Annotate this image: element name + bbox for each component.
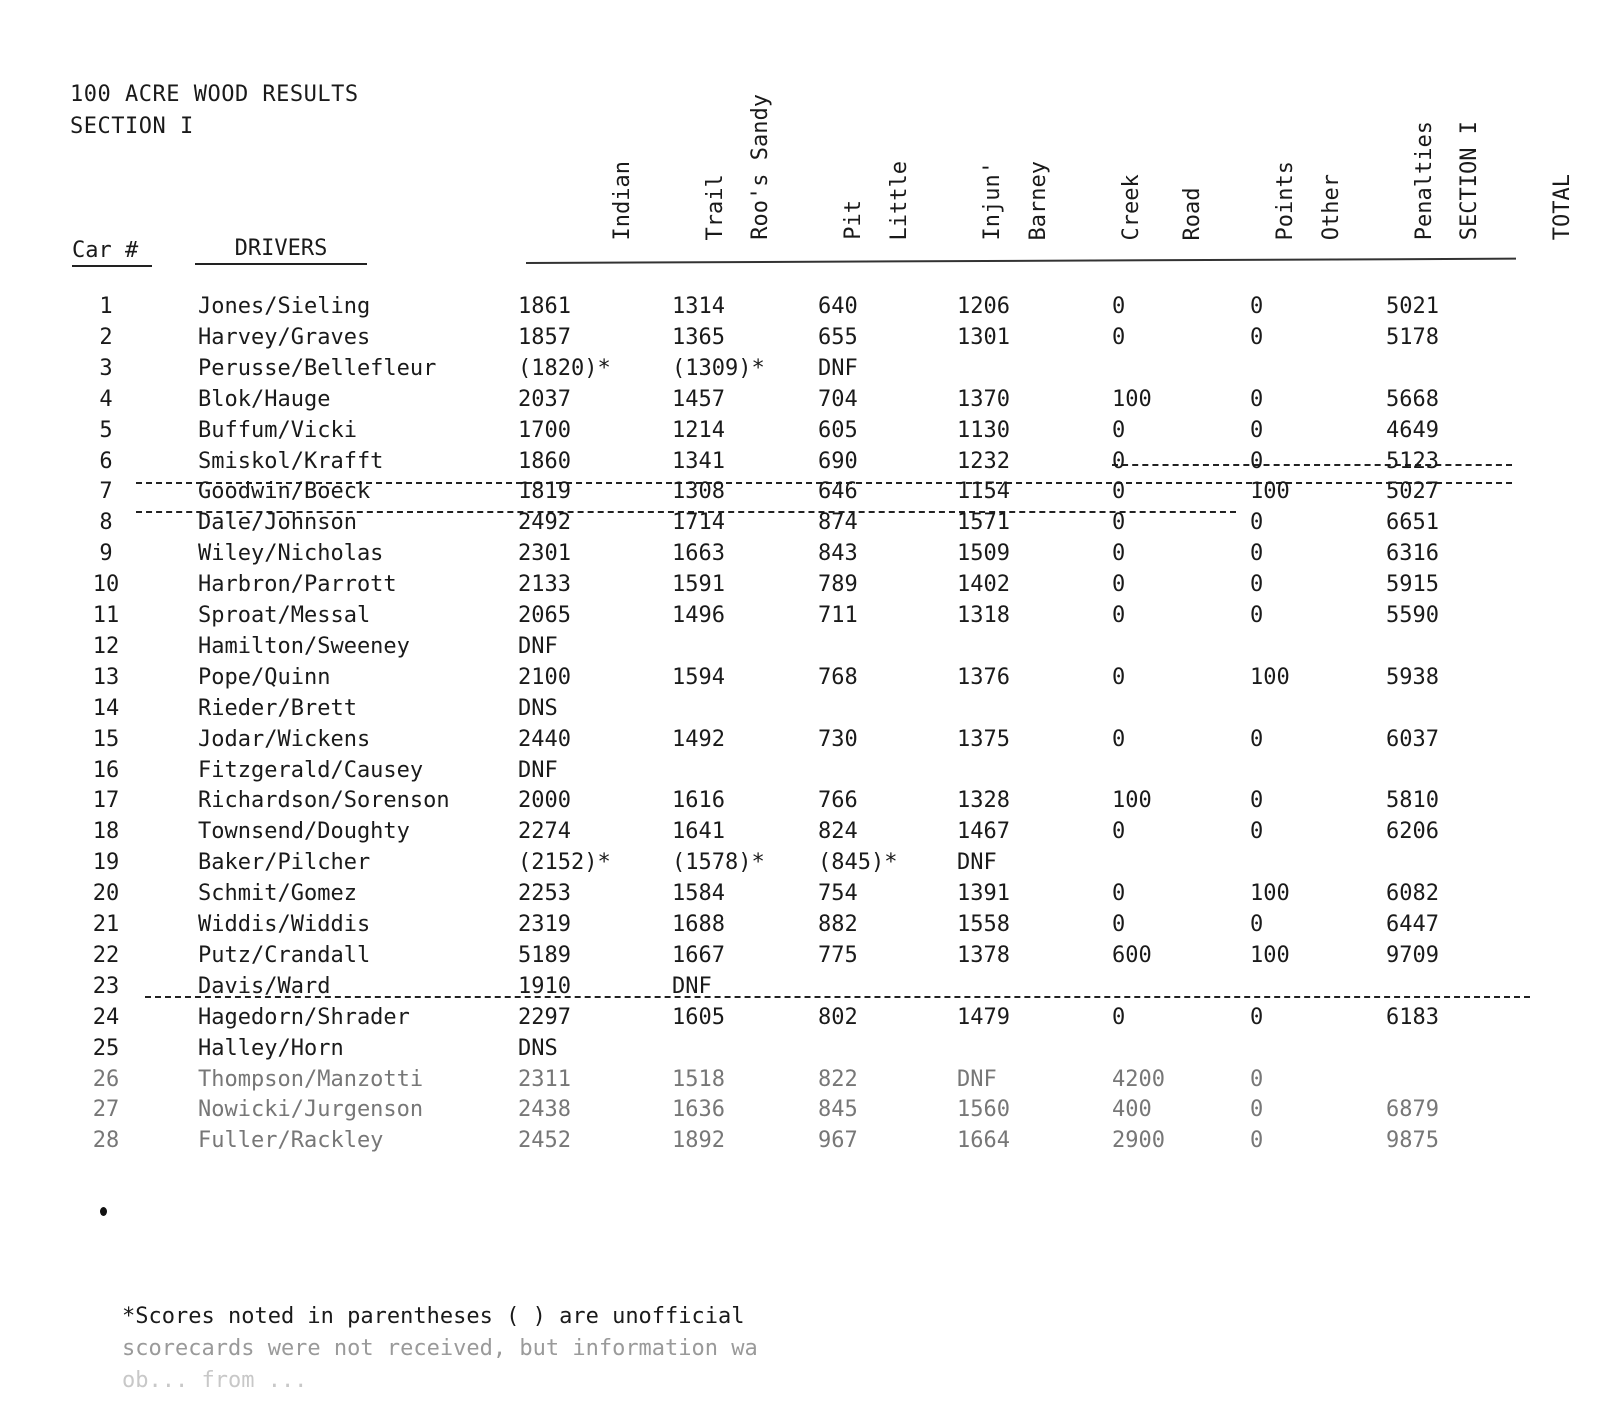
roos-sandy-pit-cell: 1341 <box>672 448 725 474</box>
barney-creek-cell: 1206 <box>957 294 1010 319</box>
roos-sandy-pit-cell: 1636 <box>672 1097 725 1123</box>
roos-sandy-pit-cell: 1365 <box>672 324 725 350</box>
title-line-1: 100 ACRE WOOD RESULTS <box>70 82 359 107</box>
table-row <box>0 634 1600 664</box>
other-penalties-cell: 0 <box>1250 324 1264 350</box>
drivers-cell: Jodar/Wickens <box>198 726 371 752</box>
barney-creek-cell: 1378 <box>957 942 1010 968</box>
road-points-cell: 0 <box>1112 881 1126 907</box>
indian-trail-cell: 2000 <box>518 788 571 814</box>
section-total-cell: 6316 <box>1386 541 1439 567</box>
road-points-cell: 0 <box>1112 603 1126 628</box>
other-penalties-cell: 0 <box>1250 1066 1264 1092</box>
header-section-total-line1: SECTION I <box>1457 120 1482 240</box>
section-total-cell: 5810 <box>1386 788 1439 814</box>
indian-trail-cell: DNS <box>518 695 558 721</box>
roos-sandy-pit-cell: 1892 <box>672 1128 725 1154</box>
drivers-cell: Townsend/Doughty <box>198 819 410 845</box>
road-points-cell: 100 <box>1112 386 1152 412</box>
drivers-cell: Fuller/Rackley <box>198 1128 384 1154</box>
barney-creek-cell: 1571 <box>957 510 1010 536</box>
section-total-cell: 6447 <box>1386 912 1439 937</box>
other-penalties-cell: 0 <box>1250 417 1264 443</box>
table-row <box>0 510 1600 540</box>
car-number-cell: 8 <box>99 510 113 536</box>
table-row <box>0 788 1600 818</box>
header-little-injun-line2: Injun' <box>980 160 1005 240</box>
car-number-cell: 4 <box>99 386 113 412</box>
section-total-cell: 5027 <box>1386 479 1439 505</box>
header-road-points-line1: Road <box>1180 187 1205 240</box>
drivers-cell: Baker/Pilcher <box>198 850 371 876</box>
drivers-cell: Hagedorn/Shrader <box>198 1004 410 1030</box>
drivers-cell: Jones/Sieling <box>198 294 371 319</box>
other-penalties-cell: 0 <box>1250 294 1264 319</box>
little-injun-cell: 789 <box>818 572 858 598</box>
road-points-cell: 0 <box>1112 912 1126 937</box>
car-number-cell: 22 <box>92 942 120 968</box>
other-penalties-cell: 0 <box>1250 386 1264 412</box>
indian-trail-cell: DNF <box>518 757 558 783</box>
drivers-cell: Smiskol/Krafft <box>198 448 384 474</box>
indian-trail-cell: 2440 <box>518 726 571 752</box>
indian-trail-cell: 2133 <box>518 572 571 598</box>
little-injun-cell: 730 <box>818 726 858 752</box>
little-injun-cell: 882 <box>818 912 858 937</box>
car-number-cell: 19 <box>92 850 120 876</box>
drivers-cell: Dale/Johnson <box>198 510 357 536</box>
section-total-cell: 6206 <box>1386 819 1439 845</box>
barney-creek-cell: 1232 <box>957 448 1010 474</box>
header-road-points-line2: Points <box>1273 160 1298 240</box>
road-points-cell: 400 <box>1112 1097 1152 1123</box>
other-penalties-cell: 0 <box>1250 1128 1264 1154</box>
header-roos-sandy-pit-line1: Roo's Sandy <box>748 94 773 240</box>
indian-trail-cell: 2319 <box>518 912 571 937</box>
drivers-cell: Goodwin/Boeck <box>198 479 371 505</box>
indian-trail-cell: 2301 <box>518 541 571 567</box>
indian-trail-cell: 2100 <box>518 664 571 690</box>
other-penalties-cell: 0 <box>1250 912 1264 937</box>
section-total-cell: 6082 <box>1386 881 1439 907</box>
little-injun-cell: 754 <box>818 881 858 907</box>
table-row <box>0 479 1600 509</box>
drivers-cell: Thompson/Manzotti <box>198 1066 424 1092</box>
drivers-cell: Sproat/Messal <box>198 603 371 628</box>
table-row <box>0 356 1600 386</box>
car-number-cell: 15 <box>92 726 120 752</box>
car-number-cell: 2 <box>99 324 113 350</box>
indian-trail-cell: 1857 <box>518 324 571 350</box>
car-number-cell: 17 <box>92 788 120 814</box>
barney-creek-cell: 1328 <box>957 788 1010 814</box>
little-injun-cell: 646 <box>818 479 858 505</box>
drivers-cell: Halley/Horn <box>198 1035 344 1061</box>
indian-trail-cell: (2152)* <box>518 850 611 876</box>
table-row <box>0 1097 1600 1127</box>
little-injun-cell: 768 <box>818 664 858 690</box>
indian-trail-cell: 1700 <box>518 417 571 443</box>
section-total-cell: 5021 <box>1386 294 1439 319</box>
table-row <box>0 294 1600 324</box>
road-points-cell: 0 <box>1112 417 1126 443</box>
indian-trail-cell: 2037 <box>518 386 571 412</box>
table-row <box>0 912 1600 942</box>
header-drivers: DRIVERS <box>195 236 367 265</box>
little-injun-cell: 843 <box>818 541 858 567</box>
other-penalties-cell: 0 <box>1250 819 1264 845</box>
road-points-cell: 0 <box>1112 479 1126 505</box>
indian-trail-cell: 1819 <box>518 479 571 505</box>
barney-creek-cell: 1664 <box>957 1128 1010 1154</box>
table-row <box>0 572 1600 602</box>
drivers-cell: Rieder/Brett <box>198 695 357 721</box>
section-total-cell: 5915 <box>1386 572 1439 598</box>
car-number-cell: 27 <box>92 1097 120 1123</box>
indian-trail-cell: 2438 <box>518 1097 571 1123</box>
barney-creek-cell: 1402 <box>957 572 1010 598</box>
road-points-cell: 0 <box>1112 572 1126 598</box>
roos-sandy-pit-cell: 1663 <box>672 541 725 567</box>
barney-creek-cell: 1479 <box>957 1004 1010 1030</box>
roos-sandy-pit-cell: 1314 <box>672 294 725 319</box>
indian-trail-cell: 2452 <box>518 1128 571 1154</box>
little-injun-cell: (845)* <box>818 850 898 876</box>
roos-sandy-pit-cell: 1584 <box>672 881 725 907</box>
car-number-cell: 6 <box>99 448 113 474</box>
indian-trail-cell: 1910 <box>518 973 571 999</box>
car-number-cell: 25 <box>92 1035 120 1061</box>
road-points-cell: 0 <box>1112 510 1126 536</box>
title-line-2: SECTION I <box>70 114 194 139</box>
table-row <box>0 943 1600 973</box>
road-points-cell: 600 <box>1112 942 1152 968</box>
little-injun-cell: 967 <box>818 1128 858 1154</box>
section-total-cell: 5178 <box>1386 324 1439 350</box>
roos-sandy-pit-cell: (1309)* <box>672 355 765 381</box>
table-row <box>0 325 1600 355</box>
roos-sandy-pit-cell: 1518 <box>672 1066 725 1092</box>
header-other-penalties-line2: Penalties <box>1412 120 1437 240</box>
little-injun-cell: 874 <box>818 510 858 536</box>
car-number-cell: 14 <box>92 695 120 721</box>
road-points-cell: 2900 <box>1112 1128 1165 1154</box>
roos-sandy-pit-cell: 1641 <box>672 819 725 845</box>
barney-creek-cell: 1391 <box>957 881 1010 907</box>
car-number-cell: 7 <box>99 479 113 505</box>
little-injun-cell: 690 <box>818 448 858 474</box>
roos-sandy-pit-cell: 1594 <box>672 664 725 690</box>
drivers-cell: Schmit/Gomez <box>198 881 357 907</box>
roos-sandy-pit-cell: 1667 <box>672 942 725 968</box>
little-injun-cell: 766 <box>818 788 858 814</box>
car-number-cell: 5 <box>99 417 113 443</box>
car-number-cell: 12 <box>92 633 120 659</box>
drivers-cell: Richardson/Sorenson <box>198 788 450 814</box>
header-section-total <box>1392 121 1600 240</box>
road-points-cell: 100 <box>1112 788 1152 814</box>
roos-sandy-pit-cell: 1496 <box>672 603 725 628</box>
car-number-cell: 28 <box>92 1128 120 1154</box>
indian-trail-cell: (1820)* <box>518 355 611 381</box>
drivers-cell: Blok/Hauge <box>198 386 331 412</box>
roos-sandy-pit-cell: 1492 <box>672 726 725 752</box>
drivers-cell: Buffum/Vicki <box>198 417 357 443</box>
car-number-cell: 13 <box>92 664 120 690</box>
table-row <box>0 881 1600 911</box>
car-number-cell: 21 <box>92 912 120 937</box>
car-number-cell: 3 <box>99 355 113 381</box>
table-row <box>0 696 1600 726</box>
roos-sandy-pit-cell: 1214 <box>672 417 725 443</box>
table-row <box>0 665 1600 695</box>
road-points-cell: 0 <box>1112 1004 1126 1030</box>
barney-creek-cell: DNF <box>957 850 997 876</box>
little-injun-cell: 822 <box>818 1066 858 1092</box>
section-total-cell: 5668 <box>1386 386 1439 412</box>
footnote-line-1: *Scores noted in parentheses ( ) are unofficial <box>122 1304 745 1329</box>
barney-creek-cell: 1509 <box>957 541 1010 567</box>
footnote-line-2: scorecards were not received, but information wa <box>122 1336 758 1361</box>
little-injun-cell: 824 <box>818 819 858 845</box>
other-penalties-cell: 100 <box>1250 479 1290 505</box>
drivers-cell: Fitzgerald/Causey <box>198 757 424 783</box>
indian-trail-cell: 1860 <box>518 448 571 474</box>
stray-mark <box>100 1207 107 1216</box>
other-penalties-cell: 100 <box>1250 942 1290 968</box>
table-row <box>0 449 1600 479</box>
indian-trail-cell: 1861 <box>518 294 571 319</box>
road-points-cell: 0 <box>1112 294 1126 319</box>
table-row <box>0 819 1600 849</box>
header-other-penalties-line1: Other <box>1319 173 1344 240</box>
section-total-cell: 5123 <box>1386 448 1439 474</box>
other-penalties-cell: 0 <box>1250 572 1264 598</box>
little-injun-cell: 802 <box>818 1004 858 1030</box>
indian-trail-cell: DNS <box>518 1035 558 1061</box>
roos-sandy-pit-cell: 1714 <box>672 510 725 536</box>
indian-trail-cell: 2492 <box>518 510 571 536</box>
other-penalties-cell: 0 <box>1250 726 1264 752</box>
drivers-cell: Harvey/Graves <box>198 324 371 350</box>
barney-creek-cell: 1370 <box>957 386 1010 412</box>
car-number-cell: 23 <box>92 973 120 999</box>
table-row <box>0 758 1600 788</box>
table-row <box>0 1005 1600 1035</box>
car-number-cell: 20 <box>92 881 120 907</box>
other-penalties-cell: 0 <box>1250 1097 1264 1123</box>
header-divider <box>526 258 1516 264</box>
footnote-line-3: ob... from ... <box>122 1368 308 1393</box>
roos-sandy-pit-cell: 1616 <box>672 788 725 814</box>
section-total-cell: 5590 <box>1386 603 1439 628</box>
barney-creek-cell: 1301 <box>957 324 1010 350</box>
table-row <box>0 1067 1600 1097</box>
other-penalties-cell: 0 <box>1250 541 1264 567</box>
header-roos-sandy-pit-line2: Pit <box>841 200 866 240</box>
little-injun-cell: 655 <box>818 324 858 350</box>
table-row <box>0 850 1600 880</box>
road-points-cell: 0 <box>1112 448 1126 474</box>
section-total-cell: 9709 <box>1386 942 1439 968</box>
indian-trail-cell: 5189 <box>518 942 571 968</box>
little-injun-cell: 775 <box>818 942 858 968</box>
section-total-cell: 6037 <box>1386 726 1439 752</box>
drivers-cell: Putz/Crandall <box>198 942 371 968</box>
indian-trail-cell: 2065 <box>518 603 571 628</box>
roos-sandy-pit-cell: (1578)* <box>672 850 765 876</box>
car-number-cell: 24 <box>92 1004 120 1030</box>
road-points-cell: 0 <box>1112 664 1126 690</box>
section-total-cell: 6183 <box>1386 1004 1439 1030</box>
car-number-cell: 10 <box>92 572 120 598</box>
other-penalties-cell: 0 <box>1250 603 1264 628</box>
other-penalties-cell: 0 <box>1250 788 1264 814</box>
roos-sandy-pit-cell: 1457 <box>672 386 725 412</box>
indian-trail-cell: 2274 <box>518 819 571 845</box>
table-row <box>0 418 1600 448</box>
barney-creek-cell: 1558 <box>957 912 1010 937</box>
header-little-injun-line1: Little <box>887 160 912 240</box>
header-car-number: Car # <box>72 238 152 267</box>
other-penalties-cell: 100 <box>1250 881 1290 907</box>
barney-creek-cell: 1154 <box>957 479 1010 505</box>
barney-creek-cell: 1467 <box>957 819 1010 845</box>
drivers-cell: Pope/Quinn <box>198 664 331 690</box>
drivers-cell: Davis/Ward <box>198 973 331 999</box>
barney-creek-cell: 1318 <box>957 603 1010 628</box>
drivers-cell: Nowicki/Jurgenson <box>198 1097 424 1123</box>
section-total-cell: 9875 <box>1386 1128 1439 1154</box>
header-barney-creek-line2: Creek <box>1119 173 1144 240</box>
little-injun-cell: DNF <box>818 355 858 381</box>
barney-creek-cell: 1375 <box>957 726 1010 752</box>
other-penalties-cell: 0 <box>1250 510 1264 536</box>
indian-trail-cell: 2311 <box>518 1066 571 1092</box>
header-indian-trail-line2: Trail <box>703 173 728 240</box>
road-points-cell: 4200 <box>1112 1066 1165 1092</box>
drivers-cell: Wiley/Nicholas <box>198 541 384 567</box>
drivers-cell: Hamilton/Sweeney <box>198 633 410 659</box>
car-number-cell: 18 <box>92 819 120 845</box>
road-points-cell: 0 <box>1112 541 1126 567</box>
header-section-total-line2: TOTAL <box>1550 173 1575 240</box>
little-injun-cell: 845 <box>818 1097 858 1123</box>
header-indian-trail-line1: Indian <box>610 160 635 240</box>
roos-sandy-pit-cell: 1591 <box>672 572 725 598</box>
roos-sandy-pit-cell: 1308 <box>672 479 725 505</box>
roos-sandy-pit-cell: 1688 <box>672 912 725 937</box>
car-number-cell: 9 <box>99 541 113 567</box>
section-total-cell: 4649 <box>1386 417 1439 443</box>
car-number-cell: 16 <box>92 757 120 783</box>
roos-sandy-pit-cell: 1605 <box>672 1004 725 1030</box>
car-number-cell: 26 <box>92 1066 120 1092</box>
table-row <box>0 727 1600 757</box>
table-row <box>0 541 1600 571</box>
road-points-cell: 0 <box>1112 324 1126 350</box>
drivers-cell: Perusse/Bellefleur <box>198 355 437 381</box>
indian-trail-cell: DNF <box>518 633 558 659</box>
other-penalties-cell: 0 <box>1250 1004 1264 1030</box>
other-penalties-cell: 0 <box>1250 448 1264 474</box>
table-row <box>0 1036 1600 1066</box>
table-row <box>0 1128 1600 1158</box>
barney-creek-cell: 1376 <box>957 664 1010 690</box>
other-penalties-cell: 100 <box>1250 664 1290 690</box>
car-number-cell: 11 <box>92 603 120 628</box>
drivers-cell: Widdis/Widdis <box>198 912 371 937</box>
barney-creek-cell: 1130 <box>957 417 1010 443</box>
roos-sandy-pit-cell: DNF <box>672 973 712 999</box>
section-total-cell: 6651 <box>1386 510 1439 536</box>
indian-trail-cell: 2297 <box>518 1004 571 1030</box>
drivers-cell: Harbron/Parrott <box>198 572 397 598</box>
little-injun-cell: 711 <box>818 603 858 628</box>
table-row <box>0 974 1600 1004</box>
barney-creek-cell: 1560 <box>957 1097 1010 1123</box>
table-row <box>0 603 1600 633</box>
road-points-cell: 0 <box>1112 819 1126 845</box>
car-number-cell: 1 <box>99 294 113 319</box>
little-injun-cell: 640 <box>818 294 858 319</box>
table-row <box>0 387 1600 417</box>
little-injun-cell: 704 <box>818 386 858 412</box>
indian-trail-cell: 2253 <box>518 881 571 907</box>
road-points-cell: 0 <box>1112 726 1126 752</box>
section-total-cell: 5938 <box>1386 664 1439 690</box>
header-barney-creek-line1: Barney <box>1026 160 1051 240</box>
little-injun-cell: 605 <box>818 417 858 443</box>
barney-creek-cell: DNF <box>957 1066 997 1092</box>
section-total-cell: 6879 <box>1386 1097 1439 1123</box>
